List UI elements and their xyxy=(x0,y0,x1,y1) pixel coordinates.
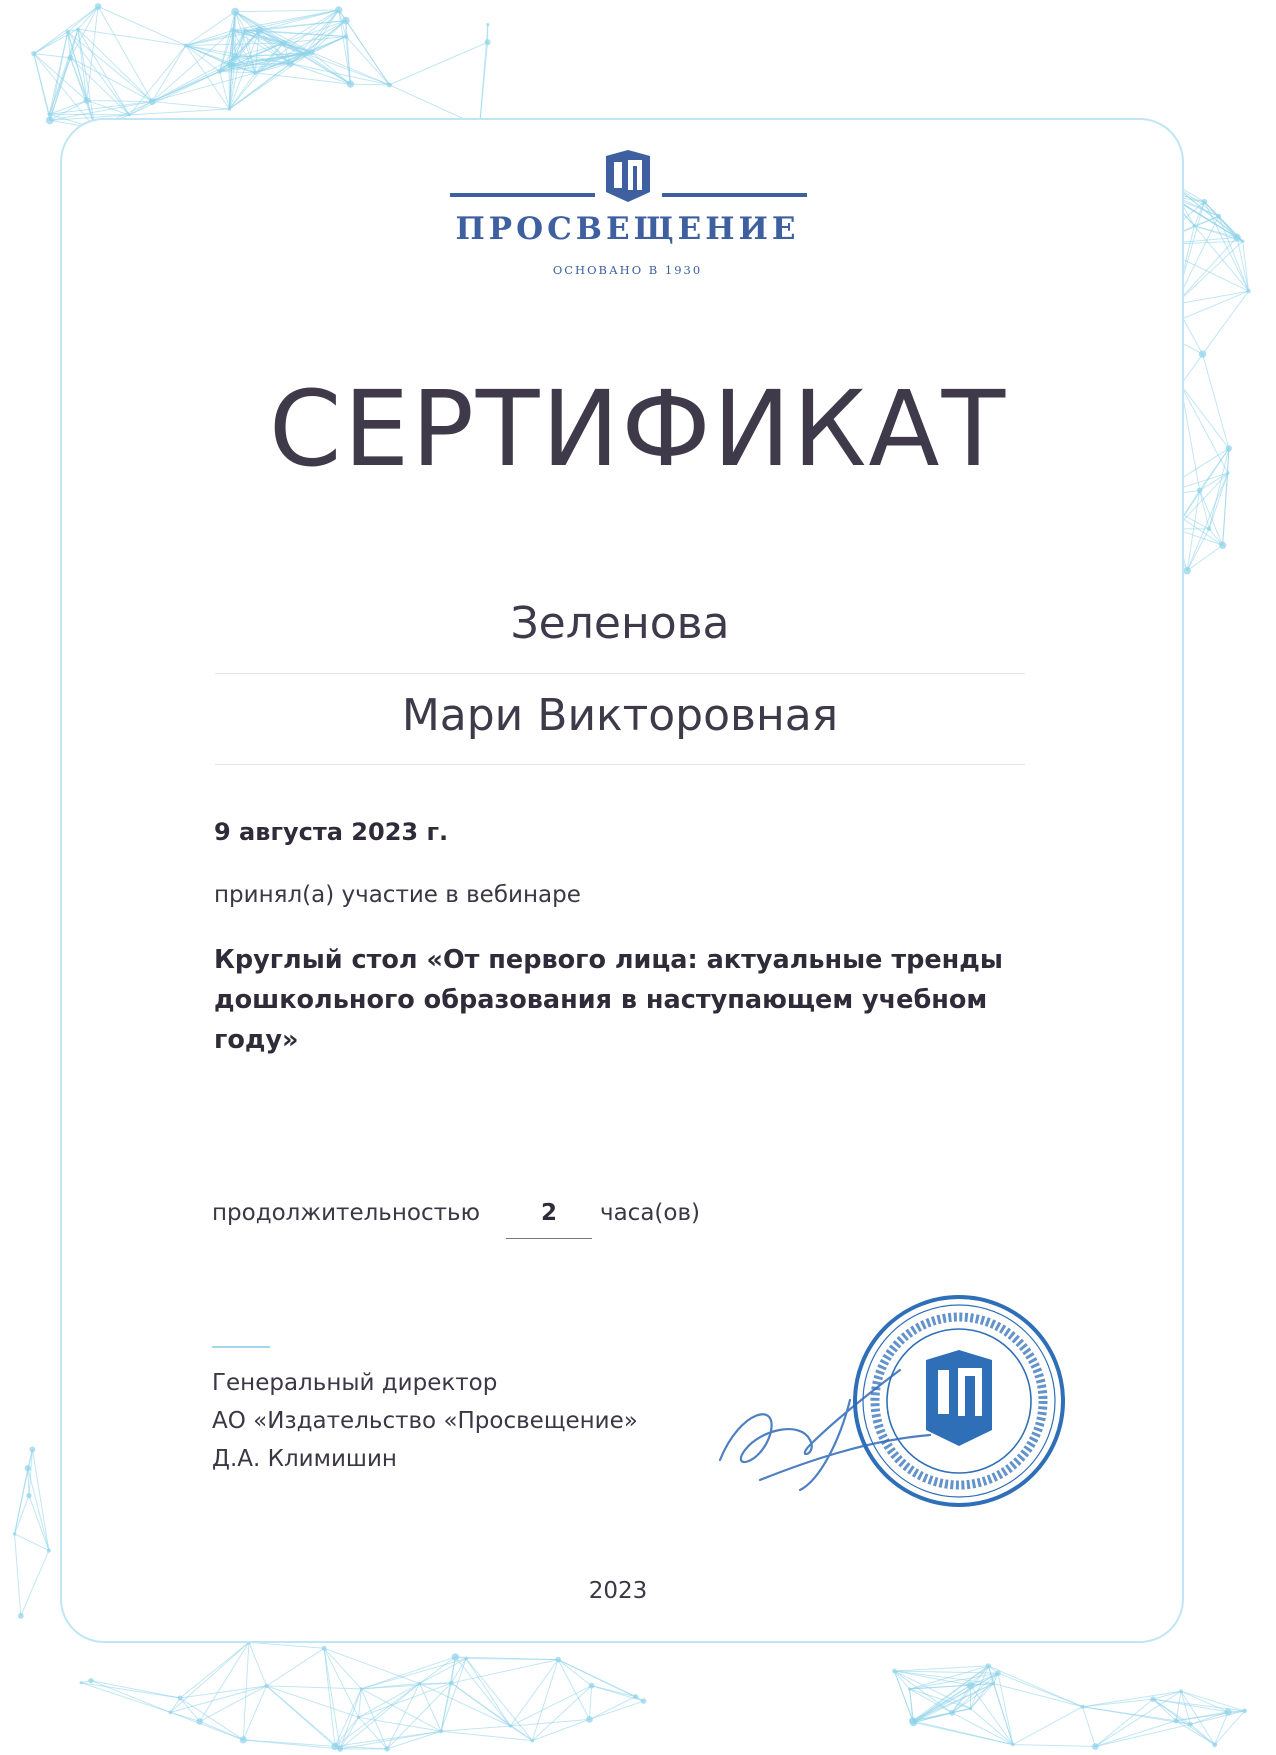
certificate-year: 2023 xyxy=(588,1578,648,1604)
recipient-given-names: Мари Викторовная xyxy=(401,690,839,741)
publisher-tagline: ОСНОВАНО В 1930 xyxy=(552,263,703,277)
duration-unit: часа(ов) xyxy=(600,1200,700,1226)
logo-rule-left xyxy=(450,193,595,197)
duration-label: продолжительностью xyxy=(212,1200,480,1226)
duration-value: 2 xyxy=(540,1200,557,1226)
company-seal xyxy=(848,1290,1070,1512)
participation-text: принял(а) участие в вебинаре xyxy=(214,882,581,908)
signatory-organization: АО «Издательство «Просвещение» xyxy=(212,1408,638,1434)
signatory-accent-rule xyxy=(212,1346,270,1348)
duration-underline xyxy=(506,1238,592,1239)
publisher-mark-icon xyxy=(600,148,656,204)
logo-rule-right xyxy=(662,193,807,197)
signatory-name: Д.А. Климишин xyxy=(212,1446,397,1472)
given-names-rule xyxy=(215,764,1025,765)
signatory-position: Генеральный директор xyxy=(212,1370,498,1396)
recipient-surname: Зеленова xyxy=(510,598,730,649)
publisher-name: ПРОСВЕЩЕНИЕ xyxy=(455,211,800,247)
publisher-logo xyxy=(440,148,815,288)
event-title: Круглый стол «От первого лица: актуальные тренды дошкольного образования в наступающем учебном году» xyxy=(214,945,1003,1055)
certificate-title: СЕРТИФИКАТ xyxy=(268,368,1008,490)
surname-rule xyxy=(215,673,1025,674)
event-date: 9 августа 2023 г. xyxy=(214,818,449,846)
